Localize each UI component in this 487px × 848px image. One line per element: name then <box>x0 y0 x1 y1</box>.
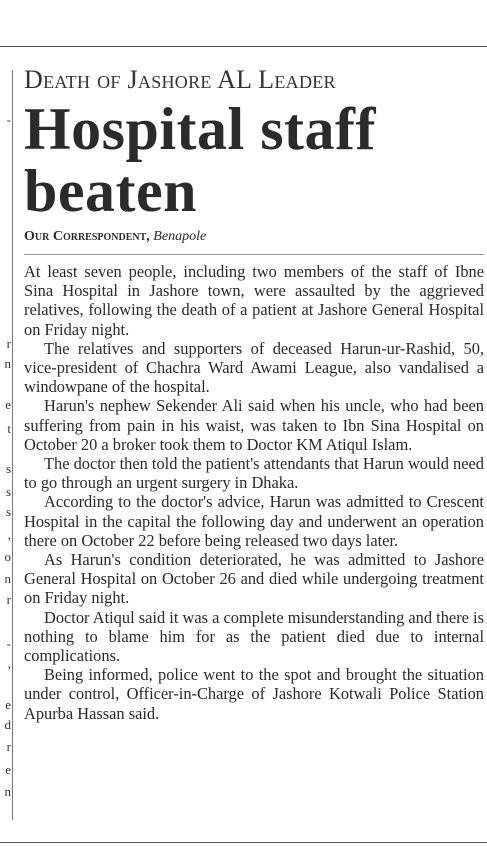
article-kicker: Death of Jashore AL Leader <box>24 65 336 94</box>
article-paragraph: Being informed, police went to the spot and brought the situation under control, Officer-in-Charge of Jashore Kotwali Police Station Apurba Hassan said. <box>24 665 484 723</box>
article-byline <box>24 228 484 246</box>
byline-rule <box>24 254 484 255</box>
article-paragraph: As Harun's condition deteriorated, he was admitted to Jashore General Hospital on October 26 and died while undergoing treatment on Friday night. <box>24 550 484 608</box>
adjacent-column-fragment: r <box>6 337 11 350</box>
adjacent-column-fragment: r <box>6 593 11 606</box>
adjacent-column-fragment: e <box>5 763 11 776</box>
adjacent-column-fragment: n <box>4 785 11 798</box>
adjacent-column-fragment: , <box>7 657 11 670</box>
top-rule <box>0 46 487 47</box>
adjacent-column-fragment: , <box>7 528 11 541</box>
article-paragraph: The relatives and supporters of deceased Harun-ur-Rashid, 50, vice-president of Chachra Ward Awami League, also vandalised a windowpane of the hospital. <box>24 338 484 397</box>
adjacent-column-fragment: r <box>6 740 11 753</box>
adjacent-column-fragment: s <box>5 505 11 518</box>
article-paragraph: According to the doctor's advice, Harun was admitted to Crescent Hospital in the capital the following day and underwent an operation there on October 22 before being released two days later. <box>24 492 484 550</box>
column-divider <box>12 70 13 820</box>
article-body <box>24 262 484 723</box>
adjacent-column-fragment: - <box>6 637 11 650</box>
adjacent-column-fragment: n <box>4 572 11 585</box>
article-paragraph: Doctor Atiqul said it was a complete misunderstanding and there is nothing to blame him for as the patient died due to internal complications. <box>24 607 484 666</box>
adjacent-column-fragment: e <box>5 698 11 711</box>
article-paragraph: Harun's nephew Sekender Ali said when his uncle, who had been suffering from pain in his waist, was taken to Ibn Sina Hospital on October 20 a broker took them to Doctor KM Atiqul Islam. <box>24 396 484 454</box>
adjacent-column-fragment: n <box>4 357 11 370</box>
news-article <box>24 64 484 723</box>
byline-location: Benapole <box>153 229 207 244</box>
article-headline: Hospital staff beaten <box>24 96 376 224</box>
byline-author: Our Correspondent, <box>24 229 150 244</box>
adjacent-column-fragment: s <box>5 462 11 475</box>
adjacent-column-fragment: d <box>4 718 11 731</box>
article-paragraph: The doctor then told the patient's attendants that Harun would need to go through an urgent surgery in Dhaka. <box>24 454 484 493</box>
bottom-rule <box>0 842 487 843</box>
adjacent-column-fragment: e <box>5 398 11 411</box>
adjacent-column-fragment: o <box>4 550 11 563</box>
article-paragraph: At least seven people, including two members of the staff of Ibne Sina Hospital in Jashore town, were assaulted by the aggrieved relatives, following the death of a patient at Jashore General Hospital on Friday night. <box>24 262 484 339</box>
adjacent-column-fragment: - <box>6 113 11 126</box>
adjacent-column-fragment: t <box>7 422 11 435</box>
adjacent-column-fragment: s <box>5 485 11 498</box>
